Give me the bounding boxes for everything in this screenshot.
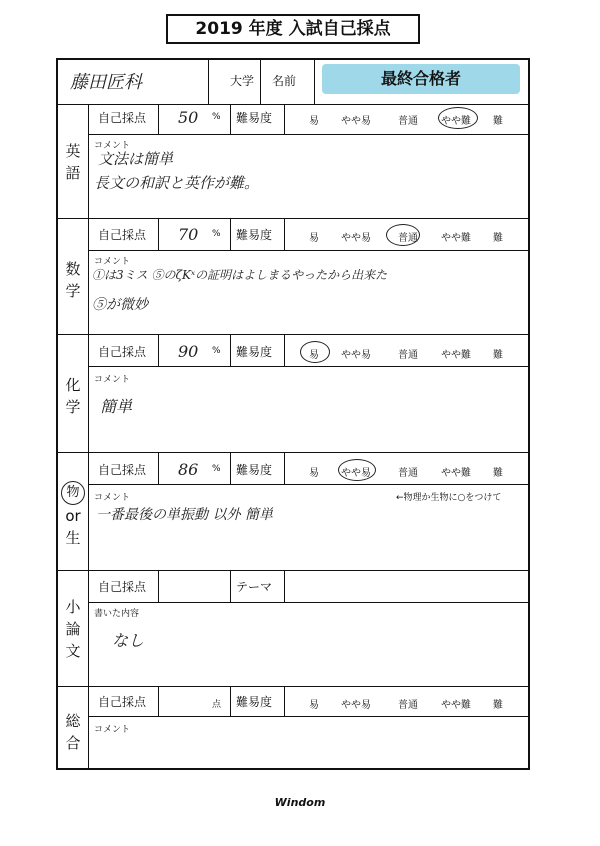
sub-divider [88, 602, 528, 603]
difficulty-option: やや難 [441, 233, 471, 244]
subject-label [58, 258, 88, 302]
subject-char: 合 [65, 734, 81, 752]
column-divider [314, 60, 315, 104]
final-result-badge: 最終合格者 [322, 64, 520, 94]
column-divider [284, 570, 285, 602]
column-divider [230, 104, 231, 134]
subject-char: or [65, 507, 81, 525]
sub-divider [88, 716, 528, 717]
comment-label: コメント [94, 141, 131, 151]
row-divider [58, 452, 528, 453]
row-divider [58, 686, 528, 687]
difficulty-label: 難易度 [236, 228, 273, 242]
column-divider [158, 334, 159, 366]
percent-sign: % [212, 346, 221, 356]
subject-char: 学 [65, 398, 81, 416]
comment-label: コメント [94, 257, 131, 267]
sub-divider [88, 134, 528, 135]
subject-char: 物 [61, 481, 85, 505]
difficulty-option: 普通 [398, 233, 418, 244]
difficulty-option: やや易 [341, 468, 371, 479]
subject-char: 小 [65, 598, 81, 616]
row-divider [58, 570, 528, 571]
difficulty-option: 難 [493, 350, 503, 361]
difficulty-option: 易 [309, 350, 319, 361]
difficulty-option: 難 [493, 116, 503, 127]
subject-char: 総 [65, 712, 81, 730]
column-divider [230, 218, 231, 250]
self-score-label: 自己採点 [98, 228, 147, 242]
difficulty-option: やや難 [441, 700, 471, 711]
difficulty-option: 普通 [398, 350, 418, 361]
difficulty-label: 難易度 [236, 695, 273, 709]
selected-difficulty-circle [386, 224, 420, 246]
selected-difficulty-circle [438, 107, 478, 129]
difficulty-option: 普通 [398, 468, 418, 479]
subject-label [58, 710, 88, 754]
footer-brand: Windom [274, 796, 326, 809]
sub-divider [88, 366, 528, 367]
selected-difficulty-circle [338, 459, 376, 481]
sub-divider [88, 484, 528, 485]
difficulty-option: 普通 [398, 116, 418, 127]
difficulty-option: やや難 [441, 468, 471, 479]
column-divider [284, 334, 285, 366]
comment-line: 一番最後の単振動 以外 簡単 [96, 507, 273, 523]
subject-char: 学 [65, 282, 81, 300]
subject-select-note: ←物理か生物に○をつけて [396, 493, 502, 503]
subject-char: 論 [65, 620, 81, 638]
column-divider [284, 452, 285, 484]
page-title: 2019 年度 入試自己採点 [166, 14, 420, 44]
self-score-label: 自己採点 [98, 345, 147, 359]
comment-label: コメント [94, 725, 131, 735]
difficulty-option: 難 [493, 468, 503, 479]
column-divider [284, 104, 285, 134]
self-score-label: 自己採点 [98, 111, 147, 125]
difficulty-option: やや易 [341, 116, 371, 127]
column-divider [230, 570, 231, 602]
theme-label: テーマ [236, 580, 273, 594]
comment-line: 長文の和訳と英作が難。 [94, 174, 260, 192]
comment-line: ①は3ミス ⑤のζKˣの証明はよしまるやったから出来た [92, 268, 388, 282]
self-score-value: 50 [178, 108, 199, 127]
column-divider [208, 60, 209, 104]
column-divider [230, 452, 231, 484]
column-divider [158, 686, 159, 716]
subject-char: 文 [65, 642, 81, 660]
subject-char: 生 [65, 529, 81, 547]
subject-char: 化 [65, 376, 81, 394]
row-divider [58, 104, 528, 105]
name-label: 名前 [272, 74, 297, 88]
subject-label [58, 480, 88, 549]
column-divider [158, 570, 159, 602]
difficulty-option: やや難 [441, 116, 471, 127]
column-divider [284, 218, 285, 250]
selected-difficulty-circle [300, 341, 330, 363]
comment-line: ⑤が微妙 [92, 297, 148, 313]
difficulty-option: 難 [493, 233, 503, 244]
difficulty-label: 難易度 [236, 111, 273, 125]
comment-line: 文法は簡単 [98, 150, 174, 168]
points-unit: 点 [212, 700, 222, 710]
difficulty-option: 難 [493, 700, 503, 711]
subject-label [58, 374, 88, 418]
university-label: 大学 [230, 74, 255, 88]
column-divider [284, 686, 285, 716]
difficulty-option: やや易 [341, 700, 371, 711]
self-score-label: 自己採点 [98, 695, 147, 709]
column-divider [260, 60, 261, 104]
subject-label [58, 596, 88, 662]
difficulty-label: 難易度 [236, 463, 273, 477]
difficulty-option: 易 [309, 468, 319, 479]
subject-char: 数 [65, 260, 81, 278]
subject-label [58, 140, 88, 184]
comment-label: コメント [94, 493, 131, 503]
difficulty-option: やや易 [341, 350, 371, 361]
percent-sign: % [212, 229, 221, 239]
handwritten-name: 藤田匠科 [70, 72, 142, 93]
subject-char: 英 [65, 142, 81, 160]
row-divider [58, 218, 528, 219]
self-score-value: 70 [178, 225, 199, 244]
percent-sign: % [212, 112, 221, 122]
comment-label: コメント [94, 375, 131, 385]
difficulty-option: 普通 [398, 700, 418, 711]
comment-line: 簡単 [100, 397, 133, 416]
sub-divider [88, 250, 528, 251]
self-score-label: 自己採点 [98, 463, 147, 477]
difficulty-option: やや難 [441, 350, 471, 361]
difficulty-label: 難易度 [236, 345, 273, 359]
column-divider [230, 686, 231, 716]
column-divider [230, 334, 231, 366]
self-score-value: 90 [178, 342, 199, 361]
column-divider [158, 452, 159, 484]
difficulty-option: 易 [309, 700, 319, 711]
subject-char: 語 [65, 164, 81, 182]
difficulty-option: やや易 [341, 233, 371, 244]
percent-sign: % [212, 464, 221, 474]
self-score-value: 86 [178, 460, 199, 479]
written-content-value: なし [112, 631, 145, 650]
row-divider [58, 334, 528, 335]
column-divider [158, 104, 159, 134]
self-score-label: 自己採点 [98, 580, 147, 594]
difficulty-option: 易 [309, 116, 319, 127]
difficulty-option: 易 [309, 233, 319, 244]
column-divider [158, 218, 159, 250]
column-divider [88, 104, 89, 768]
written-content-label: 書いた内容 [94, 609, 140, 619]
